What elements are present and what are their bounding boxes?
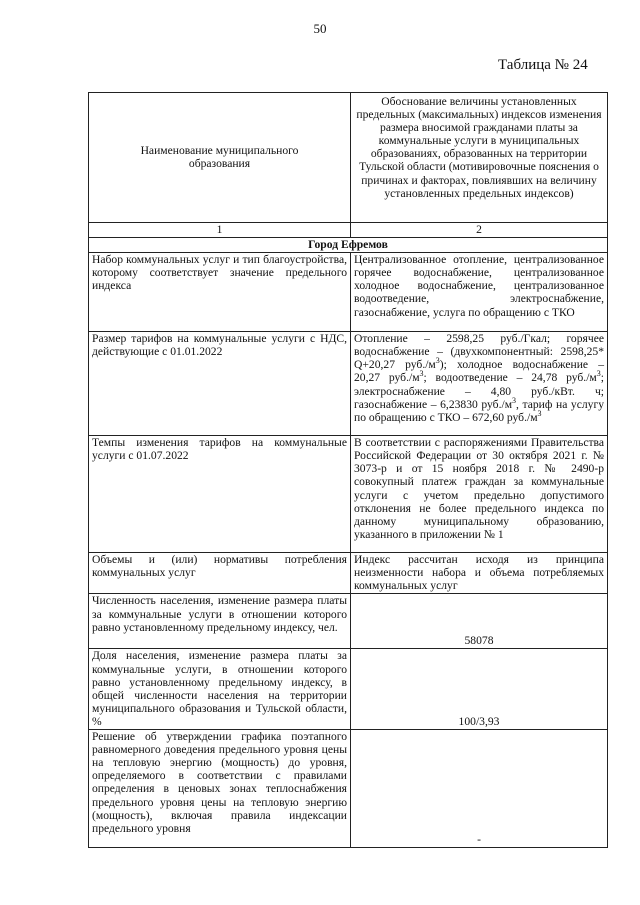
row-value: Индекс рассчитан исходя из принципа неизменности набора и объема потребляемых коммунальных услуг (351, 553, 608, 594)
tariff-text-1: Отопление – 2598,25 руб./Гкал; горячее водоснабжение – (двухкомпонентный: 2598,25* Q+20,27 руб./м (354, 332, 604, 372)
table-row (89, 553, 608, 594)
row-value-population: 58078 (351, 594, 608, 649)
page-number: 50 (313, 21, 327, 36)
section-row (89, 238, 608, 253)
row-value-tariffs (351, 332, 608, 436)
header-col2: Обоснование величины установленных предельных (максимальных) индексов изменения размера вносимой гражданами платы за коммунальные услуги в муниципальных образованиях, образованных на территории Тульской области (мотивировочные пояснения о причинах и факторах, повлиявших на величину установленных предельных индексов) (351, 93, 608, 223)
table-row (89, 730, 608, 848)
col-number-2: 2 (351, 223, 608, 238)
tariff-text-3: ; водоотведение – 24,78 руб./м (423, 371, 597, 385)
tariff-sup-4: 3 (512, 395, 517, 405)
col-number-1: 1 (89, 223, 351, 238)
tariff-sup-1: 3 (435, 356, 440, 366)
row-value: В соответствии с распоряжениями Правительства Российской Федерации от 30 октября 2021 г. № 3073-р и от 15 ноября 2018 г. № 2490-р совокупный платеж граждан за коммунальные услуги с учетом предельно допустимого отклонения не более предельного индекса по данному муниципальному образованию, указанного в приложении № 1 (351, 436, 608, 553)
row-label: Доля населения, изменение размера платы за коммунальные услуги, в отношении которого равно установленному предельному индексу, в общей численности населения на территории муниципального образования и Тульской области, % (89, 649, 351, 730)
tariff-sup-2: 3 (419, 369, 424, 379)
row-label: Решение об утверждении графика поэтапного равномерного доведения предельного уровня цены на тепловую энергию (мощность) до уровня, определяемого в соответствии с правилами определения в ценовых зонах теплоснабжения предельного уровня цены на тепловую энергию (мощность), включая правила индексации предельного уровня (89, 730, 351, 848)
row-label: Объемы и (или) нормативы потребления коммунальных услуг (89, 553, 351, 594)
row-value-share: 100/3,93 (351, 649, 608, 730)
tariff-sup-3: 3 (596, 369, 601, 379)
table-row (89, 332, 608, 436)
table-row (89, 649, 608, 730)
row-value-decision: - (351, 730, 608, 848)
row-label: Размер тарифов на коммунальные услуги с НДС, действующие с 01.01.2022 (89, 332, 351, 436)
indices-table (88, 92, 608, 848)
row-label: Численность населения, изменение размера платы за коммунальные услуги в отношении которого равно установленному предельному индексу, чел. (89, 594, 351, 649)
tariff-sup-5: 3 (537, 408, 542, 418)
col-number-row (89, 223, 608, 238)
section-title: Город Ефремов (89, 238, 608, 253)
tariff-text-4: ; электроснабжение – 4,80 руб./кВт. ч; газоснабжение – 6,23830 руб./м (354, 371, 604, 411)
row-label: Набор коммунальных услуг и тип благоустройства, которому соответствует значение предельного индекса (89, 253, 351, 332)
table-row (89, 253, 608, 332)
tariff-text-2: ); холодное водоснабжение – 20,27 руб./м (354, 358, 604, 385)
table-row (89, 594, 608, 649)
row-value: Централизованное отопление, централизованное горячее водоснабжение, централизованное холодное водоснабжение, централизованное водоотведение, электроснабжение, газоснабжение, услуга по обращению с ТКО (351, 253, 608, 332)
table-row (89, 436, 608, 553)
tariff-text-5: , тариф на услугу по обращению с ТКО – 672,60 руб./м (354, 397, 604, 424)
header-col1: Наименование муниципального образования (89, 93, 351, 223)
row-label: Темпы изменения тарифов на коммунальные услуги с 01.07.2022 (89, 436, 351, 553)
header-row (89, 93, 608, 223)
table-title: Таблица № 24 (498, 57, 588, 73)
